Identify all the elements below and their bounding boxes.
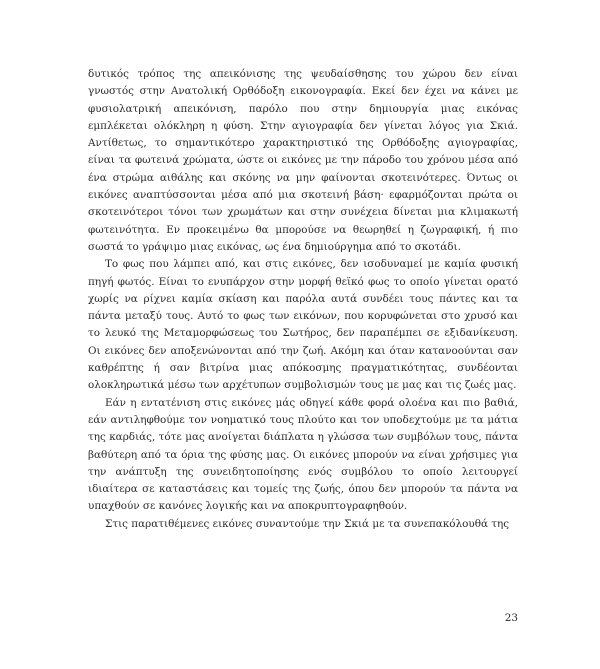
page-body — [88, 66, 518, 533]
paragraph-3: Εάν η εντατένιση στις εικόνες μάς οδηγεί κάθε φορά ολοένα και πιο βαθιά, εάν αντιληφθούμε τον νοηματικό τους πλούτο και τον υποδεχτούμε με τα μάτια της καρδιάς, τότε μας ανοίγεται διάπλατα η γλώσσα των συμβόλων τους, πάντα βαθύτερη από τα όρια της φύσης μας. Οι εικόνες μπορούν να είναι χρήσιμες για την ανάπτυξη της συνειδητοποίησης ενός συμβόλου το οποίο λειτουργεί ιδιαίτερα σε καταστάσεις και τομείς της ζωής, όπου δεν μπορούν τα πάντα να υπαχθούν σε κανόνες λογικής και να αποκρυπτογραφηθούν. — [88, 396, 518, 513]
page-number: 23 — [504, 612, 518, 624]
paragraph-2: Το φως που λάμπει από, και στις εικόνες, δεν ισοδυναμεί με καμία φυσική πηγή φωτός. Είναι το ενυπάρχον στην μορφή θεϊκό φως το οποίο γίνεται ορατό χωρίς να ρίχνει καμία σκίαση και παρόλα αυτά συνδέει τους πάντες και τα πάντα μεταξύ τους. Αυτό το φως των εικόνων, που κορυφώνεται στο χρυσό και το λευκό της Μεταμορφώσεως του Σωτήρος, δεν παραπέμπει σε εξιδανίκευση. Οι εικόνες δεν αποξενώνονται από την ζωή. Ακόμη και όταν κατανοούνται σαν καθρέπτης ή σαν βιτρίνα μιας απόκοσμης πραγματικότητας, συνδέονται ολοκληρωτικά μέσω των αρχέτυπων συμβολισμών τους με μας και τις ζωές μας. — [88, 258, 518, 392]
paragraph-1: δυτικός τρόπος της απεικόνισης της ψευδαίσθησης του χώρου δεν είναι γνωστός στην Ανατολική Ορθόδοξη εικονογραφία. Εκεί δεν έχει να κάνει με φυσιολατρική απεικόνιση, παρόλο που στην δημιουργία μιας εικόνας εμπλέκεται ολόκληρη η φύση. Στην αγιογραφία δεν γίνεται λόγος για Σκιά. Αντίθετως, το σημαντικότερο χαρακτηριστικό της Ορθόδοξης αγιογραφίας, είναι τα φωτεινά χρώματα, ώστε οι εικόνες με την πάροδο του χρόνου μέσα από ένα στρώμα αιθάλης και σκόνης να μην φαίνονται σκοτεινότερες. Όντως οι εικόνες αναπτύσσονται μέσα από μια σκοτεινή βάση· εφαρμόζονται πρώτα οι σκοτεινότεροι τόνοι των χρωμάτων και στην συνέχεια δίνεται μια κλιμακωτή φωτεινότητα. Εν προκειμένω θα μπορούσε να θεωρηθεί η ζωγραφική, ή πιο σωστά το γράψιμο μιας εικόνας, ως ένα δημιούργημα από το σκοτάδι. — [88, 68, 518, 253]
paragraph-4: Στις παρατιθέμενες εικόνες συναντούμε την Σκιά με τα συνεπακόλουθά της — [105, 517, 510, 530]
